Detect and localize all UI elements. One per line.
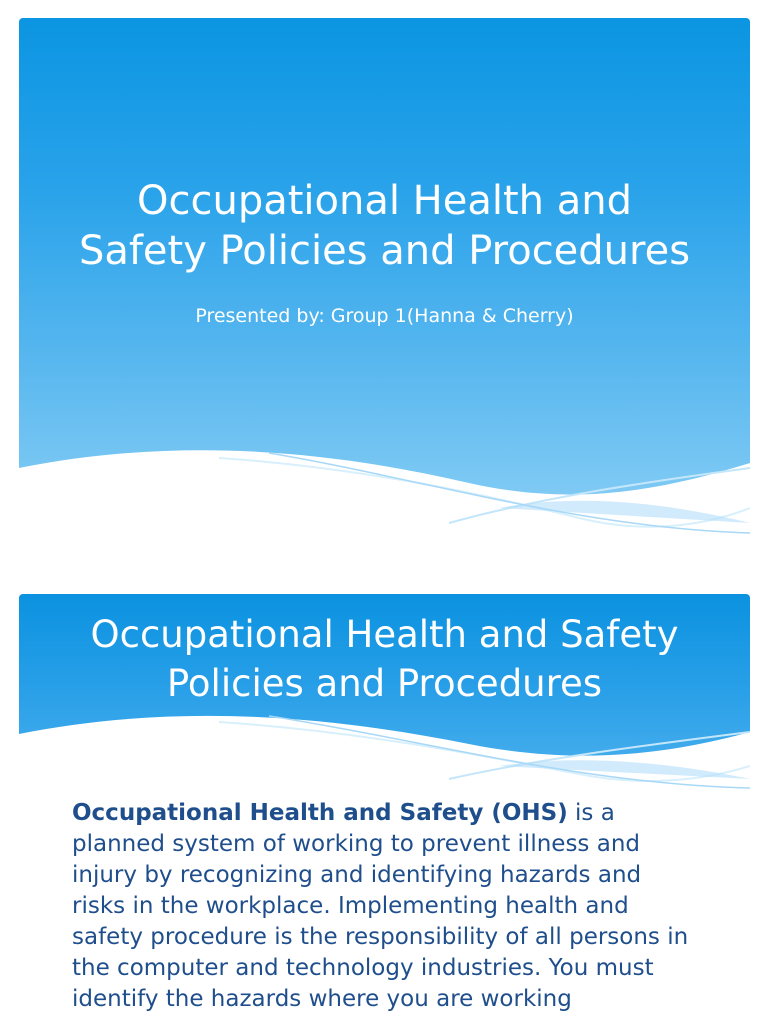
slide-title-line1: Occupational Health and Safety [90,613,679,656]
slide-subtitle: Presented by: Group 1(Hanna & Cherry) [195,305,574,327]
body-paragraph: is a planned system of working to prevent illness and injury by recognizing and identifying hazards and risks in the workplace. Implementing health and safety procedure is the responsibility of all persons in the computer and technology industries. You must identify the hazards where you are working [72,800,689,1012]
wave-decoration [19,704,750,794]
title-slide [19,18,750,538]
slide-title [19,610,750,708]
slide-title [19,176,750,276]
wave-decoration [19,438,750,538]
content-slide [19,594,750,1024]
slide-body-text [72,798,692,1015]
slide-title-line1: Occupational Health and [137,178,632,224]
body-bold-term: Occupational Health and Safety (OHS) [72,800,568,826]
slide-title-line2: Policies and Procedures [166,662,603,705]
slide-title-line2: Safety Policies and Procedures [78,228,691,274]
